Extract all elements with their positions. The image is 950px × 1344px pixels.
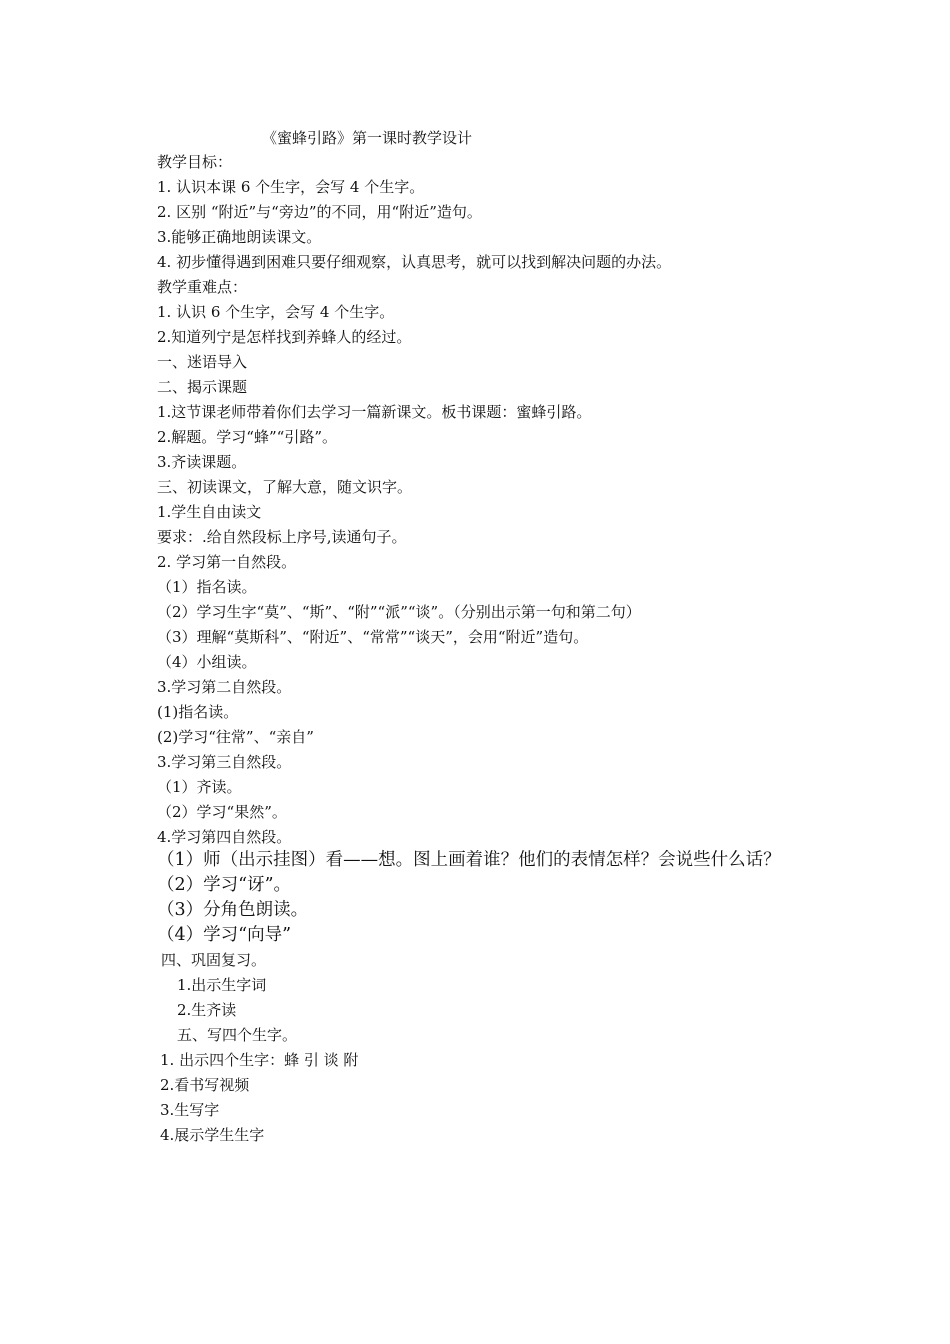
sub-item: （2）学习“果然”。 (157, 803, 287, 821)
section-heading-objectives: 教学目标： (157, 153, 233, 171)
step-item: 3.生写字 (160, 1101, 220, 1119)
sub-item: （2）学习生字“莫”、“斯”、“附”“派”“谈”。（分别出示第一句和第二句） (157, 603, 641, 621)
step-item: 1.学生自由读文 (157, 503, 262, 521)
document-title: 《蜜蜂引路》第一课时教学设计 (262, 129, 473, 147)
section-heading-key-points: 教学重难点： (157, 278, 248, 296)
sub-item: （3）分角色朗读。 (157, 900, 309, 920)
objective-item: 1. 认识本课 6 个生字，会写 4 个生字。 (157, 178, 425, 196)
step-heading: 一、迷语导入 (157, 353, 248, 371)
step-item: 3.齐读课题。 (157, 453, 247, 471)
objective-item: 2. 区别 “附近”与“旁边”的不同，用“附近”造句。 (157, 203, 482, 221)
step-heading: 四、巩固复习。 (161, 951, 267, 969)
step-item: 2.生齐读 (177, 1001, 237, 1019)
step-item: 3.学习第三自然段。 (157, 753, 292, 771)
step-item: 2.解题。学习“蜂”“引路”。 (157, 428, 337, 446)
key-point-item: 2.知道列宁是怎样找到养蜂人的经过。 (157, 328, 412, 346)
sub-item: （4）学习“向导” (157, 925, 292, 945)
sub-item: （1）师（出示挂图）看——想。图上画着谁？他们的表情怎样？会说些什么话？ (157, 850, 781, 870)
step-item: 要求：.给自然段标上序号,读通句子。 (157, 528, 407, 546)
step-item: 1.出示生字词 (177, 976, 267, 994)
step-item: 4.展示学生生字 (160, 1126, 265, 1144)
step-item: 2.看书写视频 (160, 1076, 250, 1094)
sub-item: （2）学习“讶”。 (157, 875, 292, 895)
sub-item: （1）指名读。 (157, 578, 257, 596)
sub-item: (1)指名读。 (157, 703, 239, 721)
step-heading: 五、写四个生字。 (177, 1026, 298, 1044)
sub-item: （3）理解“莫斯科”、“附近”、“常常”“谈天”，会用“附近”造句。 (157, 628, 589, 646)
step-item: 1.这节课老师带着你们去学习一篇新课文。板书课题：蜜蜂引路。 (157, 403, 592, 421)
objective-item: 4. 初步懂得遇到困难只要仔细观察，认真思考，就可以找到解决问题的办法。 (157, 253, 672, 271)
key-point-item: 1. 认识 6 个生字，会写 4 个生字。 (157, 303, 395, 321)
step-item: 4.学习第四自然段。 (157, 828, 292, 846)
sub-item: (2)学习“往常”、“亲自” (157, 728, 314, 746)
step-item: 2. 学习第一自然段。 (157, 553, 297, 571)
step-heading: 二、揭示课题 (157, 378, 248, 396)
step-item: 3.学习第二自然段。 (157, 678, 292, 696)
sub-item: （4）小组读。 (157, 653, 257, 671)
sub-item: （1）齐读。 (157, 778, 242, 796)
step-heading: 三、初读课文，了解大意，随文识字。 (157, 478, 413, 496)
step-item: 1. 出示四个生字：蜂 引 谈 附 (160, 1051, 359, 1069)
objective-item: 3.能够正确地朗读课文。 (157, 228, 322, 246)
